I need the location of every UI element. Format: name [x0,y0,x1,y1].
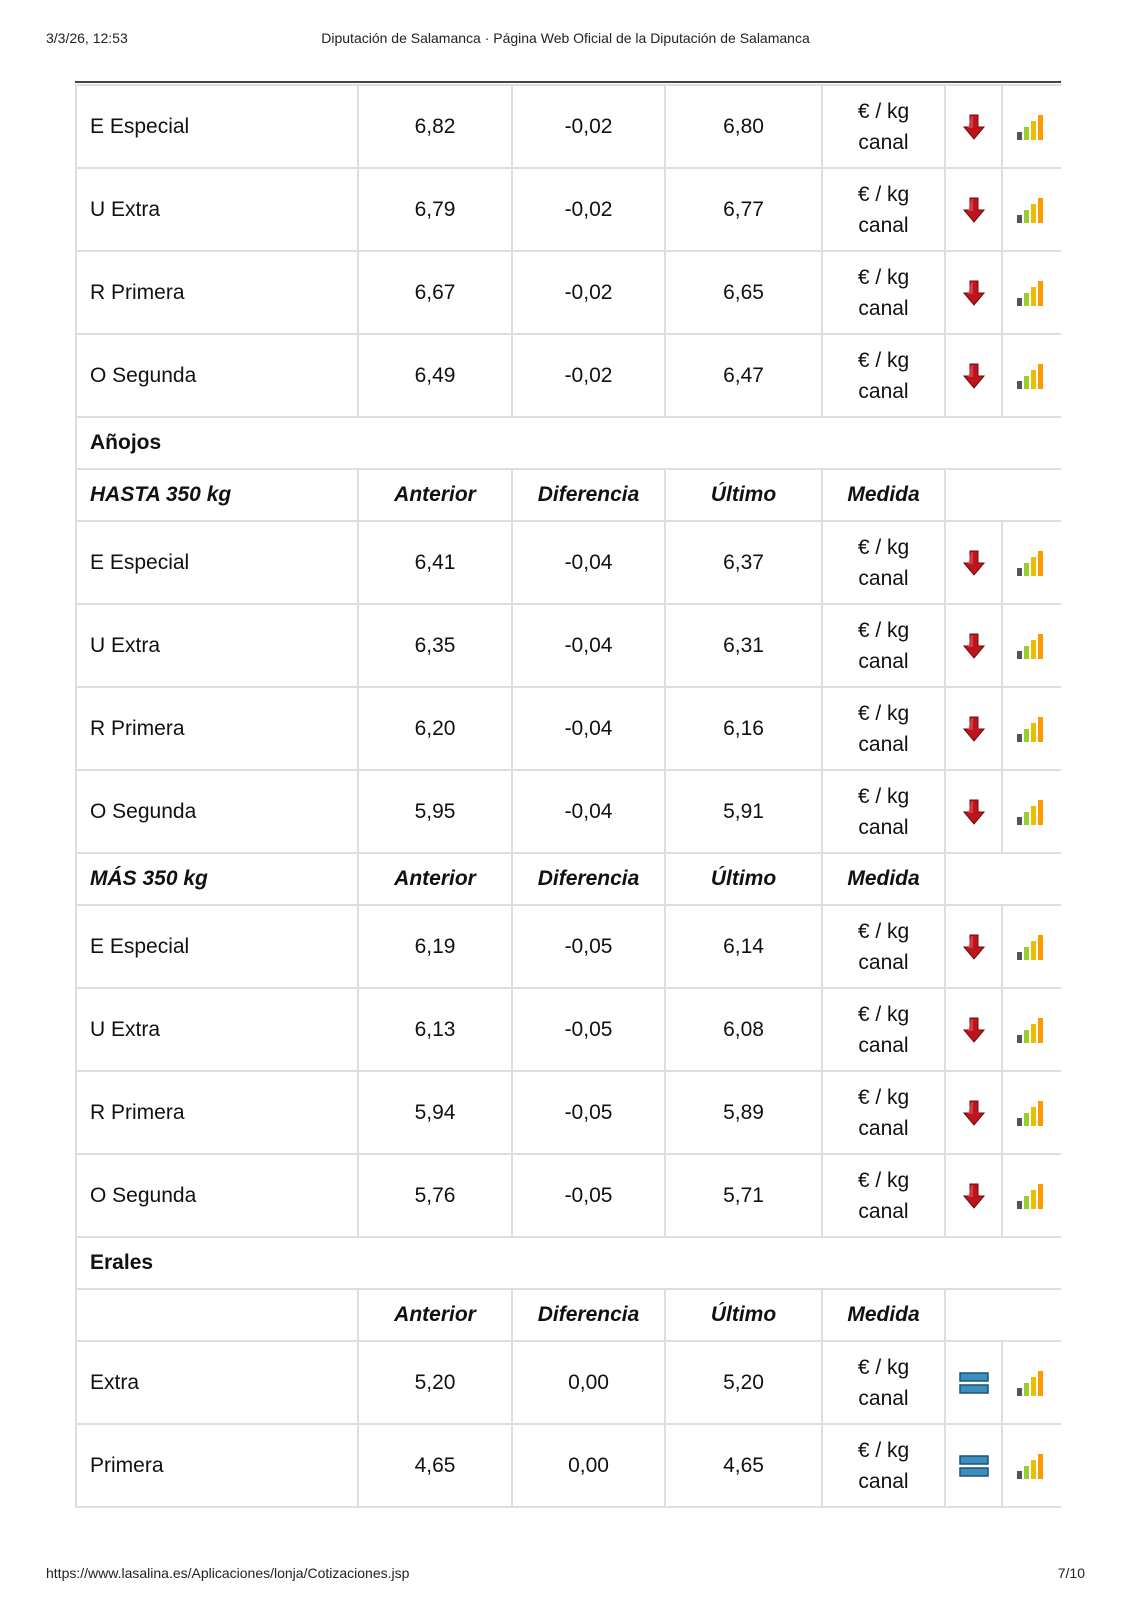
top-rule [75,81,1061,83]
table-row [76,905,1061,988]
cell-medida [822,85,945,168]
unit-price: € / kg [857,99,910,123]
header-row [76,1289,1061,1341]
bar-chart-icon[interactable] [1016,715,1048,743]
cell-anterior: 6,49 [358,334,512,417]
unit-price: € / kg [857,265,910,289]
print-title: Diputación de Salamanca · Página Web Oficial de la Diputación de Salamanca [321,30,810,46]
print-header [46,26,1085,48]
cell-medida [822,604,945,687]
unit-price: € / kg [857,1085,910,1109]
cell-ultimo: 6,08 [665,988,822,1071]
cell-anterior: 6,41 [358,521,512,604]
section-row [76,1237,1061,1289]
table-row [76,687,1061,770]
bar-chart-icon[interactable] [1016,1099,1048,1127]
cell-trend [945,905,1002,988]
table-row [76,1071,1061,1154]
cell-anterior: 5,95 [358,770,512,853]
unit-price: € / kg [857,618,910,642]
cell-ultimo: 4,65 [665,1424,822,1507]
cell-medida [822,1071,945,1154]
cell-chart-link[interactable] [1002,988,1061,1071]
cell-medida [822,988,945,1071]
cell-ultimo: 5,20 [665,1341,822,1424]
cell-medida [822,251,945,334]
header-diferencia: Diferencia [512,853,665,905]
down-arrow-icon [963,363,985,389]
cell-anterior: 6,79 [358,168,512,251]
bar-chart-icon[interactable] [1016,933,1048,961]
cell-medida [822,168,945,251]
cell-anterior: 5,76 [358,1154,512,1237]
cell-trend [945,1154,1002,1237]
cell-category: E Especial [76,521,358,604]
unit-basis: canal [858,296,909,320]
bar-chart-icon[interactable] [1016,798,1048,826]
cell-diferencia: -0,02 [512,251,665,334]
bar-chart-icon[interactable] [1016,1016,1048,1044]
down-arrow-icon [963,280,985,306]
bar-chart-icon[interactable] [1016,1182,1048,1210]
cell-category: O Segunda [76,1154,358,1237]
cell-medida [822,1154,945,1237]
down-arrow-icon [963,197,985,223]
cell-chart-link[interactable] [1002,168,1061,251]
bar-chart-icon[interactable] [1016,549,1048,577]
table-row [76,251,1061,334]
cell-category: Primera [76,1424,358,1507]
cell-medida [822,905,945,988]
unit-price: € / kg [857,1438,910,1462]
cell-diferencia: -0,05 [512,905,665,988]
table-row [76,770,1061,853]
cell-category: R Primera [76,251,358,334]
down-arrow-icon [963,1100,985,1126]
unit-basis: canal [858,1199,909,1223]
header-diferencia: Diferencia [512,469,665,521]
cell-diferencia: -0,04 [512,604,665,687]
down-arrow-icon [963,799,985,825]
cell-category: E Especial [76,905,358,988]
section-title: Erales [76,1237,1061,1289]
cell-medida [822,521,945,604]
cell-medida [822,770,945,853]
cell-diferencia: -0,05 [512,1071,665,1154]
unit-basis: canal [858,1469,909,1493]
cell-chart-link[interactable] [1002,1154,1061,1237]
cell-diferencia: -0,05 [512,1154,665,1237]
down-arrow-icon [963,633,985,659]
unit-price: € / kg [857,1168,910,1192]
cell-ultimo: 5,91 [665,770,822,853]
unit-basis: canal [858,649,909,673]
header-empty-cell [945,853,1061,905]
table-row [76,521,1061,604]
unit-price: € / kg [857,348,910,372]
header-anterior: Anterior [358,469,512,521]
cell-anterior: 5,94 [358,1071,512,1154]
cell-chart-link[interactable] [1002,1424,1061,1507]
cell-chart-link[interactable] [1002,770,1061,853]
down-arrow-icon [963,934,985,960]
prices-table-wrapper [75,84,1061,1546]
unit-basis: canal [858,566,909,590]
cell-trend [945,988,1002,1071]
unit-basis: canal [858,1116,909,1140]
table-row [76,1341,1061,1424]
header-ultimo: Último [665,853,822,905]
cell-chart-link[interactable] [1002,334,1061,417]
cell-category: O Segunda [76,334,358,417]
unit-basis: canal [858,379,909,403]
section-row [76,417,1061,469]
cell-ultimo: 6,31 [665,604,822,687]
down-arrow-icon [963,716,985,742]
cell-anterior: 5,20 [358,1341,512,1424]
header-category [76,1289,358,1341]
cell-ultimo: 6,65 [665,251,822,334]
header-row [76,469,1061,521]
header-anterior: Anterior [358,853,512,905]
bar-chart-icon[interactable] [1016,632,1048,660]
cell-diferencia: 0,00 [512,1424,665,1507]
cell-diferencia: -0,02 [512,168,665,251]
cell-diferencia: -0,04 [512,687,665,770]
cell-chart-link[interactable] [1002,1071,1061,1154]
cell-trend [945,334,1002,417]
cell-anterior: 6,19 [358,905,512,988]
cell-category: U Extra [76,988,358,1071]
cell-medida [822,1424,945,1507]
unit-price: € / kg [857,784,910,808]
cell-chart-link[interactable] [1002,604,1061,687]
bar-chart-icon[interactable] [1016,279,1048,307]
cell-trend [945,251,1002,334]
cell-chart-link[interactable] [1002,521,1061,604]
bar-chart-icon[interactable] [1016,1452,1048,1480]
unit-basis: canal [858,130,909,154]
cell-diferencia: -0,05 [512,988,665,1071]
cell-ultimo: 5,89 [665,1071,822,1154]
bar-chart-icon[interactable] [1016,362,1048,390]
cell-trend [945,770,1002,853]
cell-ultimo: 5,71 [665,1154,822,1237]
cell-anterior: 4,65 [358,1424,512,1507]
unit-price: € / kg [857,919,910,943]
section-title: Añojos [76,417,1061,469]
header-ultimo: Último [665,469,822,521]
cell-diferencia: -0,04 [512,770,665,853]
header-row [76,853,1061,905]
cell-trend [945,85,1002,168]
unit-basis: canal [858,1386,909,1410]
cell-ultimo: 6,80 [665,85,822,168]
unit-basis: canal [858,732,909,756]
down-arrow-icon [963,114,985,140]
bar-chart-icon[interactable] [1016,1369,1048,1397]
equal-icon [959,1454,989,1478]
cell-trend [945,1341,1002,1424]
cell-anterior: 6,20 [358,687,512,770]
table-row [76,85,1061,168]
cell-category: O Segunda [76,770,358,853]
unit-price: € / kg [857,1002,910,1026]
unit-price: € / kg [857,535,910,559]
cell-category: R Primera [76,687,358,770]
cell-category: U Extra [76,168,358,251]
cell-ultimo: 6,77 [665,168,822,251]
unit-price: € / kg [857,1355,910,1379]
cell-chart-link[interactable] [1002,85,1061,168]
cell-medida [822,687,945,770]
cell-diferencia: -0,02 [512,85,665,168]
cell-ultimo: 6,14 [665,905,822,988]
table-row [76,988,1061,1071]
cell-trend [945,521,1002,604]
cell-ultimo: 6,47 [665,334,822,417]
print-url: https://www.lasalina.es/Aplicaciones/lonja/Cotizaciones.jsp [46,1565,410,1581]
cell-ultimo: 6,37 [665,521,822,604]
header-medida: Medida [822,1289,945,1341]
cell-medida [822,334,945,417]
table-row [76,168,1061,251]
cell-category: Extra [76,1341,358,1424]
header-medida: Medida [822,853,945,905]
header-category: HASTA 350 kg [76,469,358,521]
cell-anterior: 6,82 [358,85,512,168]
header-anterior: Anterior [358,1289,512,1341]
down-arrow-icon [963,550,985,576]
cell-diferencia: -0,04 [512,521,665,604]
header-diferencia: Diferencia [512,1289,665,1341]
cell-chart-link[interactable] [1002,1341,1061,1424]
unit-basis: canal [858,815,909,839]
unit-basis: canal [858,950,909,974]
cell-chart-link[interactable] [1002,905,1061,988]
cell-anterior: 6,35 [358,604,512,687]
down-arrow-icon [963,1183,985,1209]
cell-trend [945,1424,1002,1507]
page-number: 7/10 [1057,1565,1085,1581]
cell-trend [945,168,1002,251]
header-empty-cell [945,469,1061,521]
unit-basis: canal [858,1033,909,1057]
cell-ultimo: 6,16 [665,687,822,770]
cell-category: R Primera [76,1071,358,1154]
header-ultimo: Último [665,1289,822,1341]
cell-diferencia: 0,00 [512,1341,665,1424]
cell-category: E Especial [76,85,358,168]
cell-trend [945,1071,1002,1154]
table-row [76,1154,1061,1237]
cell-diferencia: -0,02 [512,334,665,417]
cell-category: U Extra [76,604,358,687]
prices-table [75,84,1061,1508]
unit-price: € / kg [857,182,910,206]
print-date: 3/3/26, 12:53 [46,30,128,46]
cell-trend [945,687,1002,770]
header-empty-cell [945,1289,1061,1341]
cell-trend [945,604,1002,687]
unit-basis: canal [858,213,909,237]
cell-anterior: 6,67 [358,251,512,334]
bar-chart-icon[interactable] [1016,113,1048,141]
cell-chart-link[interactable] [1002,251,1061,334]
header-category: MÁS 350 kg [76,853,358,905]
cell-medida [822,1341,945,1424]
cell-chart-link[interactable] [1002,687,1061,770]
table-row [76,1424,1061,1507]
bar-chart-icon[interactable] [1016,196,1048,224]
table-row [76,334,1061,417]
unit-price: € / kg [857,701,910,725]
down-arrow-icon [963,1017,985,1043]
table-row [76,604,1061,687]
equal-icon [959,1371,989,1395]
header-medida: Medida [822,469,945,521]
cell-anterior: 6,13 [358,988,512,1071]
